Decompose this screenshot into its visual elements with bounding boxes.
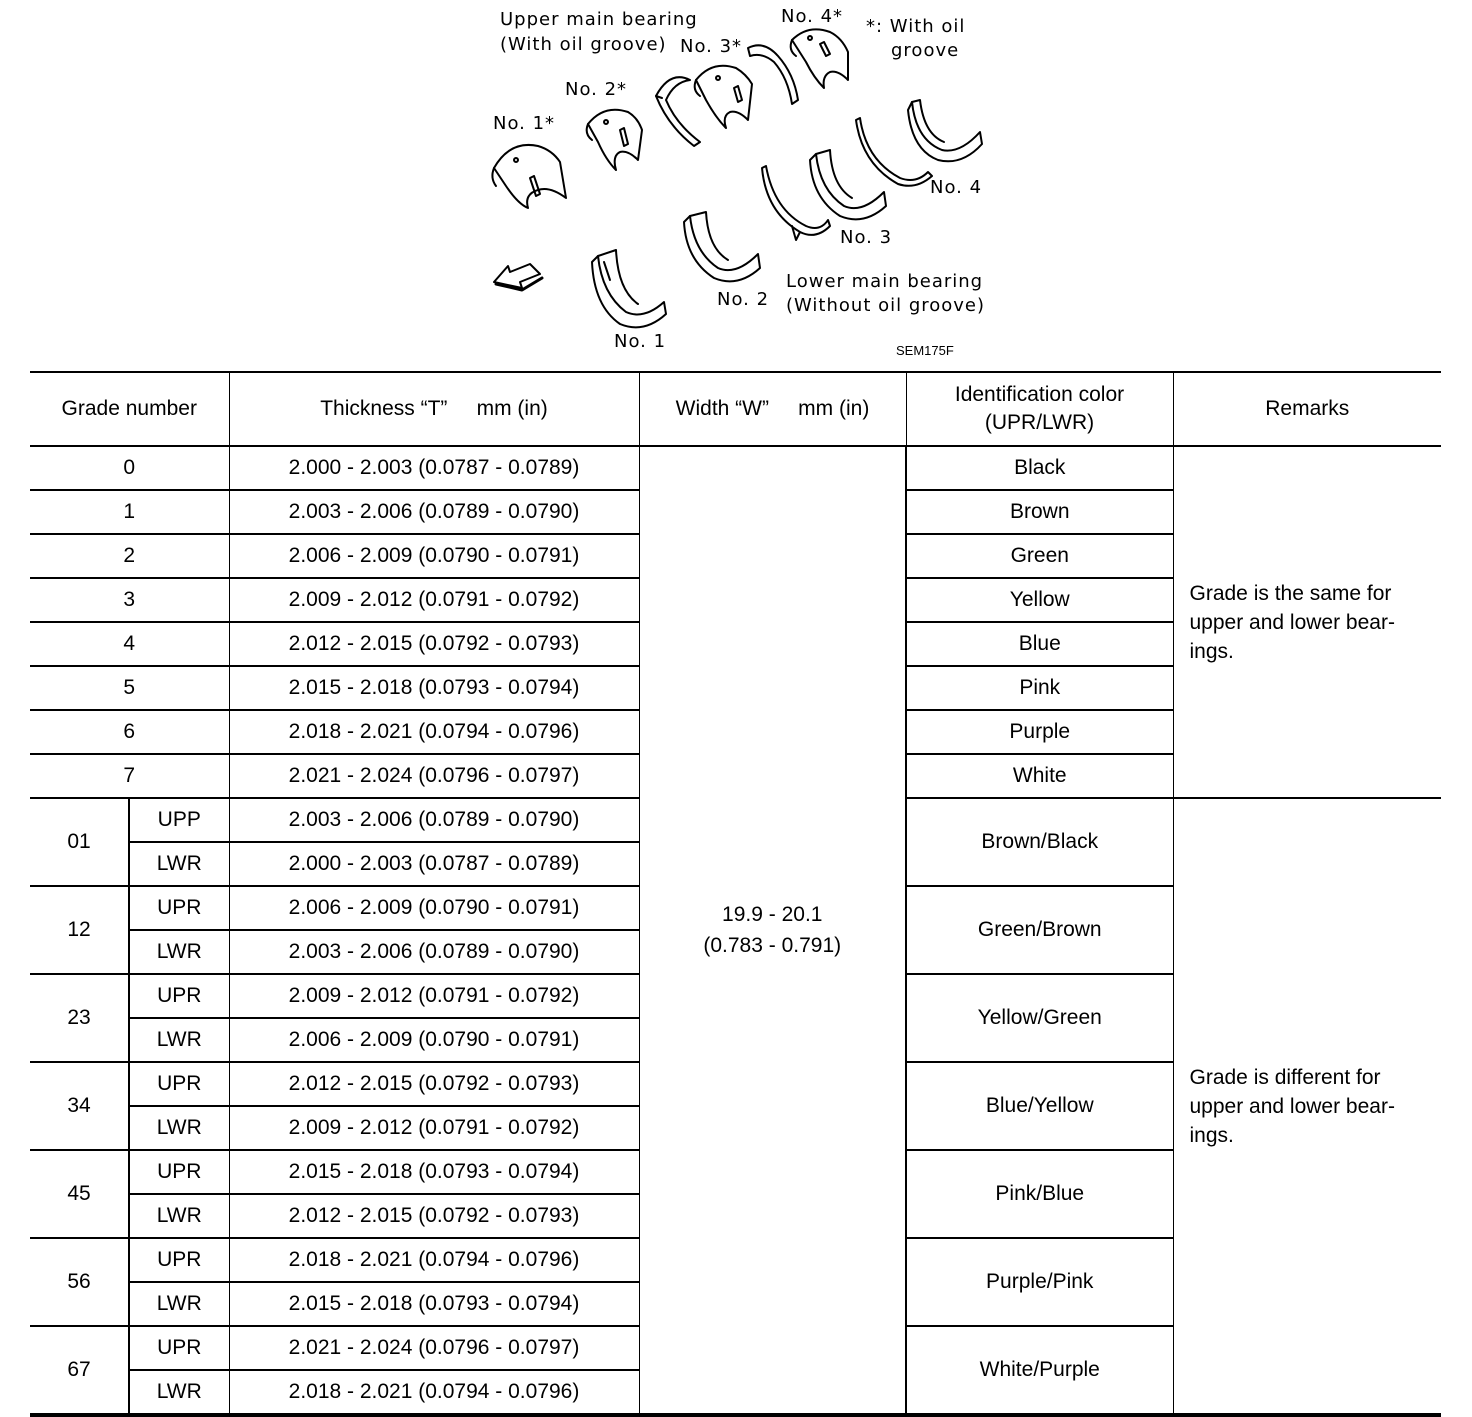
pair-color-cell: Pink/Blue — [906, 1150, 1173, 1238]
pair-grade-cell: 67 — [30, 1326, 129, 1415]
note-line2: groove — [891, 40, 960, 61]
upr-thickness-cell: 2.015 - 2.018 (0.0793 - 0.0794) — [229, 1150, 639, 1194]
header-color-line2: (UPR/LWR) — [984, 411, 1095, 434]
lwr-thickness-cell: 2.006 - 2.009 (0.0790 - 0.0791) — [229, 1018, 639, 1062]
lwr-label-cell: LWR — [129, 1194, 229, 1238]
header-remarks: Remarks — [1173, 372, 1441, 446]
thickness-cell: 2.015 - 2.018 (0.0793 - 0.0794) — [229, 666, 639, 710]
thickness-cell: 2.009 - 2.012 (0.0791 - 0.0792) — [229, 578, 639, 622]
remarks-same-line1: Grade is the same for — [1189, 581, 1392, 605]
header-grade-number: Grade number — [30, 372, 229, 446]
lwr-thickness-cell: 2.009 - 2.012 (0.0791 - 0.0792) — [229, 1106, 639, 1150]
upper-no1-label: No. 1* — [493, 113, 556, 134]
lower-no3-label: No. 3 — [840, 227, 893, 248]
lwr-label-cell: LWR — [129, 1282, 229, 1326]
pair-grade-cell: 23 — [30, 974, 129, 1062]
upr-label-cell: UPR — [129, 1326, 229, 1370]
lwr-label-cell: LWR — [129, 1106, 229, 1150]
color-cell: Pink — [906, 666, 1173, 710]
figure-code: SEM175F — [896, 343, 954, 358]
grade-cell: 7 — [30, 754, 229, 798]
width-cell — [639, 446, 906, 1415]
upr-thickness-cell: 2.009 - 2.012 (0.0791 - 0.0792) — [229, 974, 639, 1018]
pair-color-cell: White/Purple — [906, 1326, 1173, 1415]
upr-label-cell: UPR — [129, 1150, 229, 1194]
lower-bearing-1-shell — [592, 250, 666, 327]
upper-bearing-2-shell — [587, 110, 642, 170]
upper-bearing-4-thin-shell — [748, 45, 798, 104]
grade-cell: 5 — [30, 666, 229, 710]
bearing-grade-table — [30, 371, 1441, 1417]
thickness-cell: 2.012 - 2.015 (0.0792 - 0.0793) — [229, 622, 639, 666]
color-cell: White — [906, 754, 1173, 798]
lwr-thickness-cell: 2.003 - 2.006 (0.0789 - 0.0790) — [229, 930, 639, 974]
grade-cell: 2 — [30, 534, 229, 578]
thickness-cell: 2.018 - 2.021 (0.0794 - 0.0796) — [229, 710, 639, 754]
front-arrow-icon — [494, 264, 542, 290]
lower-bearing-4-shell — [908, 100, 982, 161]
grade-cell: 6 — [30, 710, 229, 754]
thickness-cell: 2.000 - 2.003 (0.0787 - 0.0789) — [229, 446, 639, 490]
upr-label-cell: UPR — [129, 1062, 229, 1106]
grade-cell: 1 — [30, 490, 229, 534]
color-cell: Blue — [906, 622, 1173, 666]
thickness-cell: 2.021 - 2.024 (0.0796 - 0.0797) — [229, 754, 639, 798]
lower-no1-label: No. 1 — [614, 331, 667, 352]
pair-grade-cell: 12 — [30, 886, 129, 974]
thickness-cell: 2.006 - 2.009 (0.0790 - 0.0791) — [229, 534, 639, 578]
lwr-label-cell: LWR — [129, 842, 229, 886]
lwr-label-cell: LWR — [129, 1018, 229, 1062]
bearing-illustration — [480, 0, 1020, 365]
pair-grade-cell: 45 — [30, 1150, 129, 1238]
width-value-line1: 19.9 - 20.1 — [722, 903, 823, 926]
note-line1: *: With oil — [866, 16, 966, 37]
upper-bearing-3-thin-shell — [656, 77, 700, 146]
color-cell: Brown — [906, 490, 1173, 534]
lower-bearing-3-shell — [810, 150, 886, 219]
pair-color-cell: Purple/Pink — [906, 1238, 1173, 1326]
pair-color-cell: Green/Brown — [906, 886, 1173, 974]
color-cell: Black — [906, 446, 1173, 490]
lower-bearing-2-shell — [684, 212, 760, 281]
color-cell: Green — [906, 534, 1173, 578]
table-header-row — [30, 372, 1441, 446]
remarks-same-line3: ings. — [1189, 639, 1234, 663]
header-color-line1: Identification color — [954, 383, 1125, 406]
upr-thickness-cell: 2.018 - 2.021 (0.0794 - 0.0796) — [229, 1238, 639, 1282]
lower-label-line2: (Without oil groove) — [786, 295, 986, 316]
grade-cell: 3 — [30, 578, 229, 622]
remarks-diff-line1: Grade is different for — [1189, 1065, 1381, 1089]
upr-thickness-cell: 2.006 - 2.009 (0.0790 - 0.0791) — [229, 886, 639, 930]
remarks-diff-line3: ings. — [1189, 1123, 1234, 1147]
color-cell: Purple — [906, 710, 1173, 754]
upr-thickness-cell: 2.003 - 2.006 (0.0789 - 0.0790) — [229, 798, 639, 842]
upr-thickness-cell: 2.021 - 2.024 (0.0796 - 0.0797) — [229, 1326, 639, 1370]
upr-label-cell: UPR — [129, 886, 229, 930]
lwr-thickness-cell: 2.000 - 2.003 (0.0787 - 0.0789) — [229, 842, 639, 886]
table-row — [30, 446, 1441, 490]
pair-color-cell: Blue/Yellow — [906, 1062, 1173, 1150]
grade-cell: 4 — [30, 622, 229, 666]
grade-cell: 0 — [30, 446, 229, 490]
remarks-diff-line2: upper and lower bear- — [1189, 1094, 1395, 1118]
color-cell: Yellow — [906, 578, 1173, 622]
pair-grade-cell: 01 — [30, 798, 129, 886]
upper-bearing-3-shell — [695, 66, 752, 128]
lower-label-line1: Lower main bearing — [786, 271, 984, 292]
lower-bearing-4-thin-shell — [856, 118, 932, 186]
pair-color-cell: Brown/Black — [906, 798, 1173, 886]
header-identification-color — [906, 372, 1173, 446]
lwr-label-cell: LWR — [129, 930, 229, 974]
upper-bearing-1-shell — [492, 145, 566, 208]
lwr-thickness-cell: 2.012 - 2.015 (0.0792 - 0.0793) — [229, 1194, 639, 1238]
header-width: Width “W” mm (in) — [639, 372, 906, 446]
upr-label-cell: UPP — [129, 798, 229, 842]
upper-no2-label: No. 2* — [565, 79, 628, 100]
pair-grade-cell: 34 — [30, 1062, 129, 1150]
remarks-diff-cell — [1173, 798, 1441, 1415]
lower-no2-label: No. 2 — [717, 289, 770, 310]
header-thickness: Thickness “T” mm (in) — [229, 372, 639, 446]
lower-no4-label: No. 4 — [930, 177, 983, 198]
upr-thickness-cell: 2.012 - 2.015 (0.0792 - 0.0793) — [229, 1062, 639, 1106]
upper-no3-label: No. 3* — [680, 36, 743, 57]
lower-bearing-3-thin-shell — [762, 166, 830, 240]
pair-color-cell: Yellow/Green — [906, 974, 1173, 1062]
upr-label-cell: UPR — [129, 974, 229, 1018]
upper-no4-label: No. 4* — [781, 6, 844, 27]
upper-label-line1: Upper main bearing — [500, 9, 698, 30]
remarks-same-line2: upper and lower bear- — [1189, 610, 1395, 634]
thickness-cell: 2.003 - 2.006 (0.0789 - 0.0790) — [229, 490, 639, 534]
upper-label-line2: (With oil groove) — [500, 34, 667, 55]
width-value-line2: (0.783 - 0.791) — [703, 934, 842, 957]
pair-grade-cell: 56 — [30, 1238, 129, 1326]
upper-bearing-4-shell — [791, 29, 848, 88]
lwr-thickness-cell: 2.018 - 2.021 (0.0794 - 0.0796) — [229, 1370, 639, 1415]
lwr-label-cell: LWR — [129, 1370, 229, 1415]
upr-label-cell: UPR — [129, 1238, 229, 1282]
remarks-same-cell — [1173, 446, 1441, 798]
lwr-thickness-cell: 2.015 - 2.018 (0.0793 - 0.0794) — [229, 1282, 639, 1326]
